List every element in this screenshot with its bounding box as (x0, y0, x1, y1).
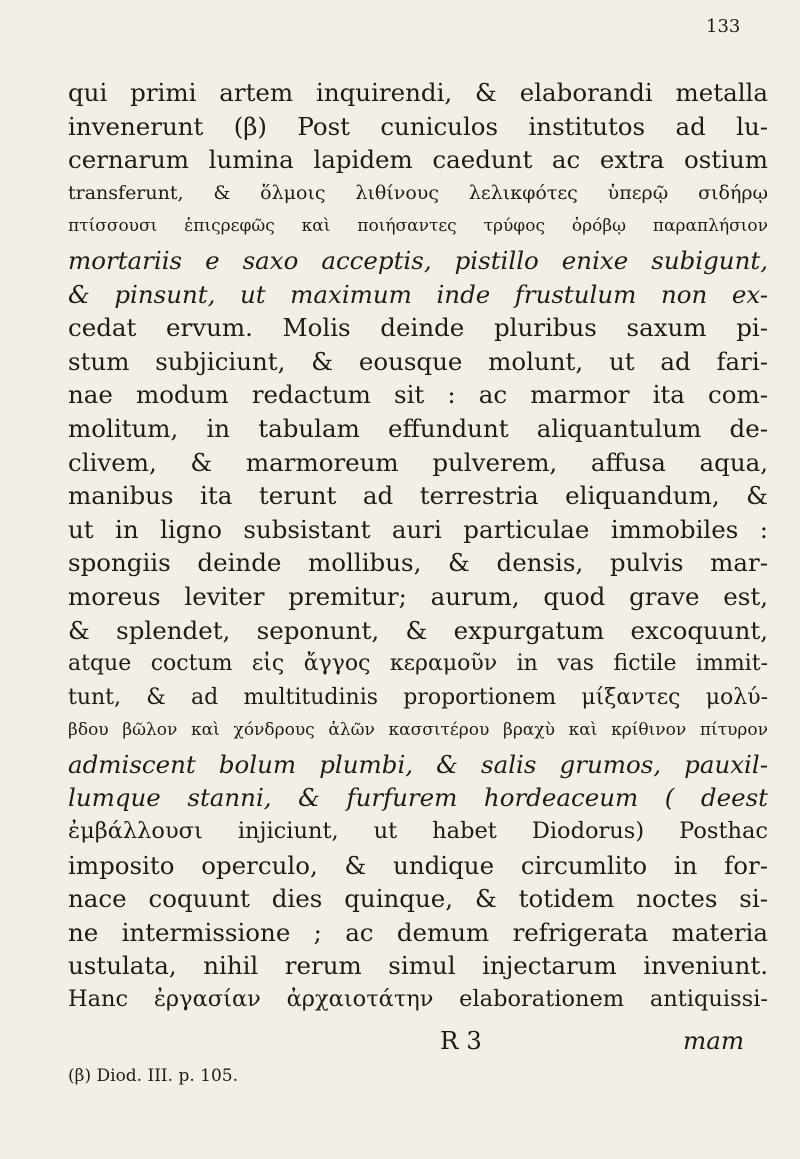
text-line: ustulata, nihil rerum simul injectarum inveniunt. (68, 951, 768, 981)
text-line: invenerunt (β) Post cuniculos institutos ad lu- (68, 111, 768, 141)
text-line: molitum, in tabulam effundunt aliquantulum de- (68, 413, 768, 443)
text-line: spongiis deinde mollibus, & densis, pulvis mar- (68, 548, 768, 578)
signature-mark: R 3 (440, 1026, 482, 1055)
text-line: & splendet, seponunt, & expurgatum excoquunt, (68, 615, 768, 645)
text-line: ne intermissione ; ac demum refrigerata materia (68, 917, 768, 947)
footnote: (β) Diod. III. p. 105. (68, 1066, 238, 1086)
text-line: lumque stanni, & furfurem hordeaceum ( deest (68, 783, 768, 813)
text-line: βδου βῶλον καὶ χόνδρους ἁλῶν κασσιτέρου βραχὺ καὶ κρίθινον πίτυρον (68, 720, 768, 741)
page-footer-line (68, 1025, 768, 1057)
body-text (68, 76, 768, 1017)
text-line: stum subjiciunt, & eousque molunt, ut ad fari- (68, 346, 768, 376)
text-line: cedat ervum. Molis deinde pluribus saxum pi- (68, 313, 768, 343)
text-line: atque coctum εἰς ἄγγος κεραμοῦν in vas fictile immit- (68, 651, 768, 677)
text-line: ἐμβάλλουσι injiciunt, ut habet Diodorus) Posthac (68, 818, 768, 845)
text-line: tunt, & ad multitudinis proportionem μίξαντες μολύ- (68, 684, 768, 710)
text-line: imposito operculo, & undique circumlito in for- (68, 850, 768, 880)
catchword: mam (683, 1026, 745, 1055)
text-line: Hanc ἐργασίαν ἀρχαιοτάτην elaborationem antiquissi- (68, 986, 768, 1013)
text-line: & pinsunt, ut maximum inde frustulum non ex- (68, 279, 768, 309)
text-line: nae modum redactum sit : ac marmor ita com- (68, 380, 768, 410)
text-line: manibus ita terunt ad terrestria eliquandum, & (68, 481, 768, 511)
text-line: admiscent bolum plumbi, & salis grumos, pauxil- (68, 749, 768, 779)
text-line: moreus leviter premitur; aurum, quod grave est, (68, 581, 768, 611)
text-line: mortariis e saxo acceptis, pistillo enixe subigunt, (68, 245, 768, 275)
text-line: clivem, & marmoreum pulverem, affusa aqua, (68, 447, 768, 477)
text-line: qui primi artem inquirendi, & elaborandi metalla (68, 78, 768, 107)
text-line: cernarum lumina lapidem caedunt ac extra ostium (68, 145, 768, 175)
page-number: 133 (706, 16, 741, 37)
text-line: ut in ligno subsistant auri particulae immobiles : (68, 514, 768, 544)
text-line: nace coquunt dies quinque, & totidem noctes si- (68, 884, 768, 914)
text-line: πτίσσουσι ἐπιςρεφῶς καὶ ποιήσαντες τρύφος ὀρόβῳ παραπλήσιον (68, 216, 768, 237)
text-line: transferunt, & ὅλμοις λιθίνους λελικφότες ὑπερῷ σιδήρῳ (68, 181, 768, 204)
